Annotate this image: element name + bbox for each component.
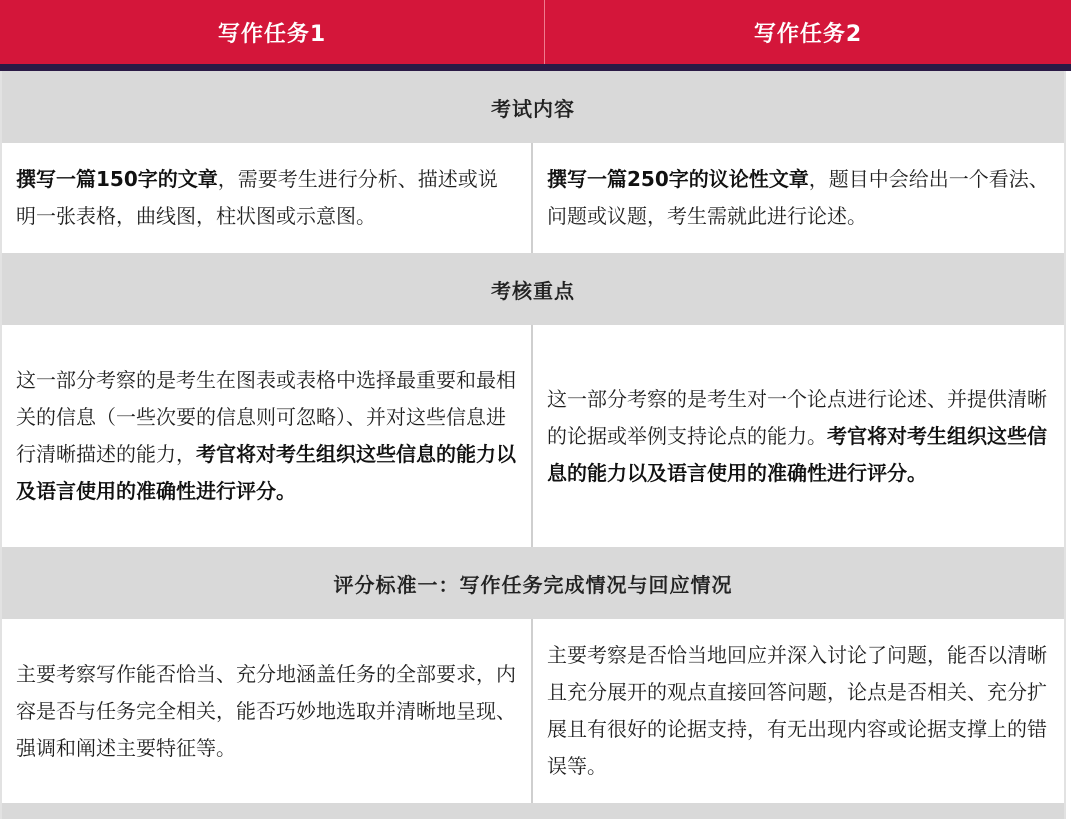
cell-bold-lead: 撰写一篇150字的文章 bbox=[16, 167, 218, 191]
header-underline bbox=[0, 64, 1071, 71]
table-body bbox=[0, 71, 1066, 819]
section-title-assessment-focus: 考核重点 bbox=[2, 253, 1064, 325]
cell-task1-exam-content bbox=[2, 143, 533, 253]
header-writing-task-1: 写作任务1 bbox=[0, 0, 545, 64]
table-header bbox=[0, 0, 1071, 64]
table-row bbox=[2, 619, 1064, 803]
cell-task2-exam-content bbox=[533, 143, 1062, 253]
cell-text: 这一部分考察的是考生对一个论点进行论述、并提供清晰的论据或举例支持论点的能力。 bbox=[547, 386, 1047, 448]
table-row bbox=[2, 325, 1064, 547]
cell-bold-tail: 考官将对考生组织这些信息的能力以及语言使用的准确性进行评分。 bbox=[16, 442, 516, 503]
cell-bold-lead: 撰写一篇250字的议论性文章 bbox=[547, 167, 809, 191]
cell-text: ，需要考生进行分析、描述或说明一张表格，曲线图，柱状图或示意图。 bbox=[16, 167, 498, 228]
cell-task2-scoring-criterion-1 bbox=[533, 619, 1062, 803]
section-title-exam-content: 考试内容 bbox=[2, 71, 1064, 143]
cell-text: ，题目中会给出一个看法、问题或议题，考生需就此进行论述。 bbox=[547, 167, 1049, 228]
cell-bold-tail: 考官将对考生组织这些信息的能力以及语言使用的准确性进行评分。 bbox=[547, 423, 1047, 485]
table-row bbox=[2, 143, 1064, 253]
cell-text: 主要考察写作能否恰当、充分地涵盖任务的全部要求，内容是否与任务完全相关，能否巧妙地选取并清晰地呈现、强调和阐述主要特征等。 bbox=[16, 661, 516, 760]
cell-text: 这一部分考察的是考生在图表或表格中选择最重要和最相关的信息（一些次要的信息则可忽略）、并对这些信息进行清晰描述的能力， bbox=[16, 368, 516, 466]
section-title-scoring-criterion-1: 评分标准一：写作任务完成情况与回应情况 bbox=[2, 547, 1064, 619]
header-writing-task-2: 写作任务2 bbox=[753, 21, 863, 47]
cell-task2-assessment-focus bbox=[533, 325, 1062, 547]
cell-text: 主要考察是否恰当地回应并深入讨论了问题，能否以清晰且充分展开的观点直接回答问题，论点是否相关、充分扩展且有很好的论据支持，有无出现内容或论据支撑上的错误等。 bbox=[547, 643, 1047, 778]
next-section-strip bbox=[2, 803, 1064, 819]
cell-task1-scoring-criterion-1 bbox=[2, 619, 533, 803]
cell-task1-assessment-focus bbox=[2, 325, 533, 547]
